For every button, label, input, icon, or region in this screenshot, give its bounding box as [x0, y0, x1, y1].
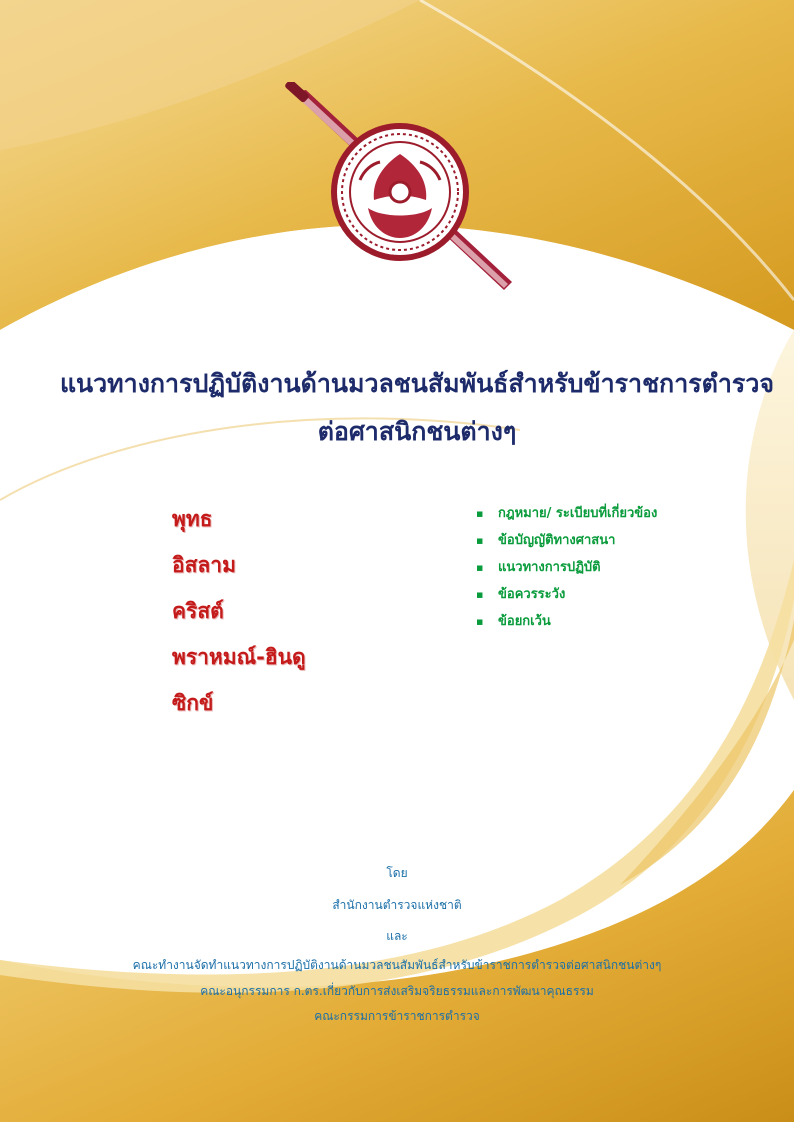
title-line-1: แนวทางการปฏิบัติงานด้านมวลชนสัมพันธ์สำหรับข้าราชการตำรวจ	[59, 369, 775, 398]
police-emblem-icon	[334, 126, 466, 258]
bullet-icon: ▪	[476, 561, 484, 574]
credit-working-group: คณะทำงานจัดทำแนวทางการปฏิบัติงานด้านมวลชนสัมพันธ์สำหรับข้าราชการตำรวจต่อศาสนิกชนต่างๆ	[132, 958, 662, 972]
bullet-icon: ▪	[476, 588, 484, 601]
religion-sikh: ซิกข์	[172, 691, 214, 715]
credit-agency: สำนักงานตำรวจแห่งชาติ	[332, 898, 462, 912]
topic-item	[476, 610, 551, 631]
credit-subcommittee: คณะอนุกรรมการ ก.ตร.เกี่ยวกับการส่งเสริมจริยธรรมและการพัฒนาคุณธรรม	[200, 984, 594, 998]
topic-item	[476, 583, 565, 604]
title-line-2: ต่อศาสนิกชนต่างๆ	[317, 417, 517, 446]
credit-committee: คณะกรรมการข้าราชการตำรวจ	[314, 1009, 480, 1023]
religion-islam: อิสลาม	[172, 553, 236, 577]
topic-label: ข้อยกเว้น	[498, 614, 551, 629]
topic-label: ข้อบัญญัติทางศาสนา	[498, 533, 616, 548]
topic-item	[476, 502, 657, 523]
religion-christianity: คริสต์	[172, 599, 224, 623]
topic-item	[476, 529, 615, 550]
royal-thai-police-seal	[282, 82, 526, 296]
topic-label: กฎหมาย/ ระเบียบที่เกี่ยวข้อง	[498, 506, 658, 521]
topic-item	[476, 556, 601, 577]
bullet-icon: ▪	[476, 507, 484, 520]
religion-brahmin-hindu: พราหมณ์-ฮินดู	[172, 645, 306, 669]
credit-by: โดย	[386, 866, 408, 880]
topic-label: แนวทางการปฏิบัติ	[498, 560, 601, 575]
bullet-icon: ▪	[476, 534, 484, 547]
credit-and: และ	[386, 929, 408, 943]
religion-buddhism: พุทธ	[172, 507, 213, 531]
bullet-icon: ▪	[476, 615, 484, 628]
topic-label: ข้อควรระวัง	[498, 587, 566, 602]
